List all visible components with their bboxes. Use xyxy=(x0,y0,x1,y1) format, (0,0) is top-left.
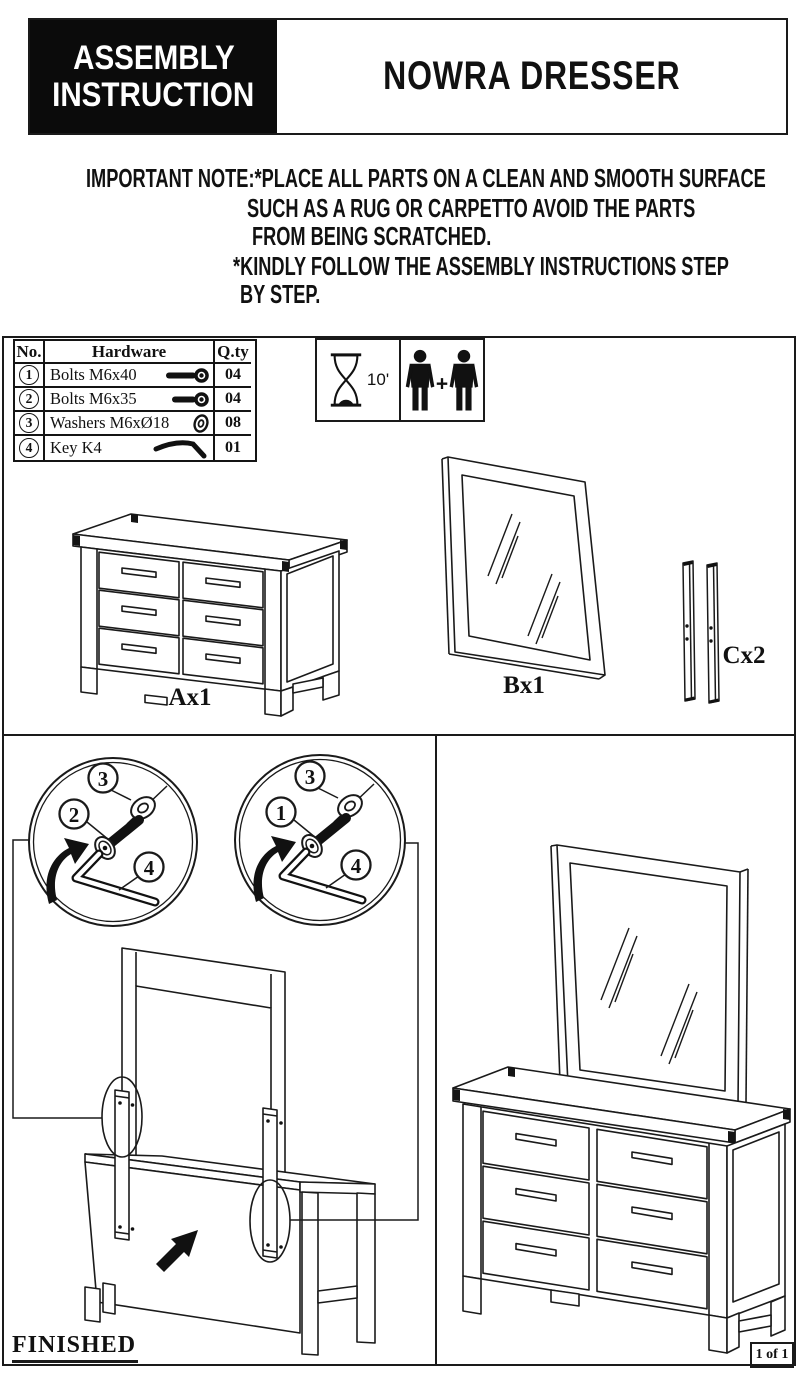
note-line-3: FROM BEING SCRATCHED. xyxy=(252,221,492,251)
table-row-qty: 04 xyxy=(215,388,251,412)
part-b-mirror-drawing xyxy=(438,448,623,703)
people-needed-cell xyxy=(399,340,483,420)
col-header-qty: Q.ty xyxy=(215,341,251,364)
table-row-hardware: Bolts M6x40 xyxy=(45,364,215,388)
table-row-hardware: Washers M6xØ18 xyxy=(45,412,215,436)
note-line-1: IMPORTANT NOTE:*PLACE ALL PARTS ON A CLEAN AND SMOOTH SURFACE xyxy=(86,163,766,193)
badge-bolt: 1 xyxy=(275,801,287,825)
table-row-qty: 08 xyxy=(215,412,251,436)
circled-number: 3 xyxy=(19,413,39,433)
table-row-no xyxy=(15,364,45,388)
table-row-no xyxy=(15,412,45,436)
two-persons-icon xyxy=(401,346,483,414)
table-row-hardware: Key K4 xyxy=(45,436,215,460)
circled-number: 1 xyxy=(19,365,39,385)
hourglass-icon xyxy=(327,352,365,408)
header xyxy=(28,18,788,135)
part-label-c: Cx2 xyxy=(722,642,766,669)
section-divider xyxy=(435,734,437,1366)
detail-circle-left xyxy=(29,758,197,926)
detail-circle-right xyxy=(235,755,405,925)
badge-key: 4 xyxy=(350,854,362,878)
page-indicator: 1 of 1 xyxy=(750,1342,794,1368)
page-title: NOWRA DRESSER xyxy=(382,54,681,98)
col-header-hardware: Hardware xyxy=(45,341,215,364)
note-line-2: SUCH AS A RUG OR CARPETTO AVOID THE PARTS xyxy=(247,193,696,223)
assembly-time-cell xyxy=(317,340,399,420)
table-row-no xyxy=(15,388,45,412)
table-row-no xyxy=(15,436,45,460)
assembly-time-label: 10' xyxy=(366,370,390,389)
table-row-qty: 04 xyxy=(215,364,251,388)
circled-number: 4 xyxy=(19,438,39,458)
finished-label: FINISHED xyxy=(12,1332,138,1363)
badge-bolt: 2 xyxy=(68,803,80,827)
table-row-hardware: Bolts M6x35 xyxy=(45,388,215,412)
part-c-rails-drawing xyxy=(676,556,760,706)
note-line-4: *KINDLY FOLLOW THE ASSEMBLY INSTRUCTIONS STEP xyxy=(233,251,729,281)
circled-number: 2 xyxy=(19,389,39,409)
bolt-long-icon xyxy=(165,367,211,384)
title-area xyxy=(277,20,786,133)
col-header-no: No. xyxy=(15,341,45,364)
bolt-short-icon xyxy=(171,391,211,408)
badge-washer: 3 xyxy=(97,767,109,791)
badge-washer: 3 xyxy=(304,765,316,789)
part-label-a: Ax1 xyxy=(168,684,212,711)
allen-key-icon xyxy=(153,437,211,459)
finished-dresser-drawing xyxy=(439,738,794,1362)
assembly-step-drawing xyxy=(4,738,433,1362)
table-row-qty: 01 xyxy=(225,439,241,456)
hardware-table xyxy=(13,339,257,462)
part-label-b: Bx1 xyxy=(503,672,545,699)
brand-line-1: ASSEMBLY xyxy=(72,38,235,77)
brand-line-2: INSTRUCTION xyxy=(52,75,255,114)
info-box xyxy=(315,338,485,422)
washer-icon xyxy=(191,413,211,434)
brand-box xyxy=(30,20,277,133)
badge-key: 4 xyxy=(143,856,155,880)
note-line-5: BY STEP. xyxy=(240,279,321,309)
plus-sign: + xyxy=(435,372,449,396)
